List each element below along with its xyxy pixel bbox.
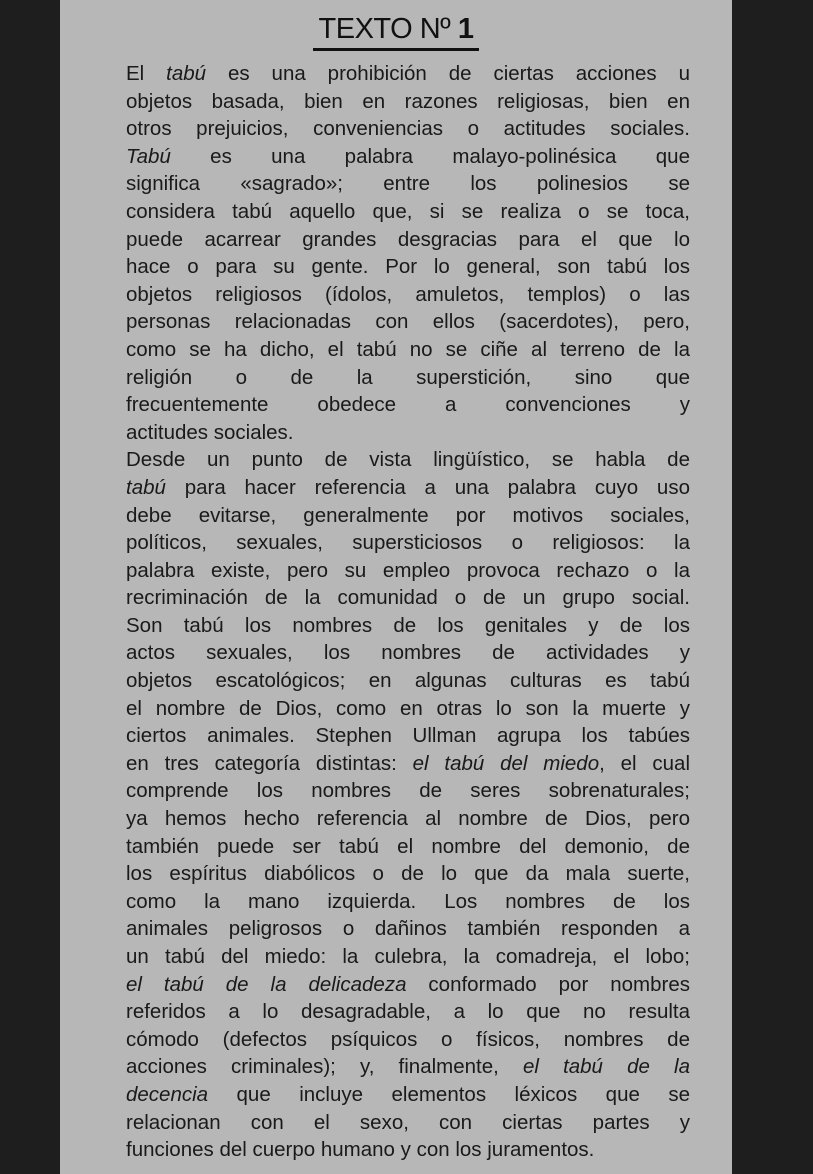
- text-line: personas relacionadas con ellos (sacerdotes), pero,: [126, 310, 690, 334]
- text-line: el nombre de Dios, como en otras lo son la muerte y: [126, 696, 690, 720]
- text-line: actos sexuales, los nombres de actividades y: [126, 641, 690, 665]
- text-line: otros prejuicios, conveniencias o actitudes sociales.: [126, 117, 690, 141]
- text-line: relacionan con el sexo, con ciertas partes y: [126, 1110, 690, 1134]
- text-line: palabra existe, pero su empleo provoca rechazo o la: [126, 558, 690, 582]
- text-line: puede acarrear grandes desgracias para el que lo: [126, 227, 690, 251]
- text-line: decencia que incluye elementos léxicos que se: [126, 1082, 690, 1106]
- title-number: 1: [457, 13, 474, 45]
- text-line: el tabú de la delicadeza conformado por nombres: [126, 972, 690, 996]
- text-line: en tres categoría distintas: el tabú del miedo, el cual: [126, 751, 690, 775]
- text-line: Desde un punto de vista lingüístico, se habla de: [126, 448, 690, 472]
- text-line: Son tabú los nombres de los genitales y de los: [126, 613, 690, 637]
- body-text: [126, 60, 690, 1164]
- text-line: recriminación de la comunidad o de un grupo social.: [126, 586, 690, 610]
- text-line: Tabú es una palabra malayo-polinésica que: [126, 144, 690, 168]
- text-line: objetos basada, bien en razones religiosas, bien en: [126, 89, 690, 113]
- text-line: frecuentemente obedece a convenciones y: [126, 393, 690, 417]
- text-line: actitudes sociales.: [126, 420, 294, 444]
- text-line: ciertos animales. Stephen Ullman agrupa los tabúes: [126, 724, 690, 748]
- text-line: religión o de la superstición, sino que: [126, 365, 690, 389]
- text-line: los espíritus diabólicos o de lo que da mala suerte,: [126, 862, 690, 886]
- text-line: animales peligrosos o dañinos también responden a: [126, 917, 690, 941]
- text-line: comprende los nombres de seres sobrenaturales;: [126, 779, 690, 803]
- text-line: significa «sagrado»; entre los polinesios se: [126, 172, 690, 196]
- title-wrap: [60, 12, 732, 51]
- text-line: referidos a lo desagradable, a lo que no resulta: [126, 1000, 690, 1024]
- text-line: El tabú es una prohibición de ciertas acciones u: [126, 62, 690, 85]
- text-line: políticos, sexuales, supersticiosos o religiosos: la: [126, 531, 690, 555]
- text-line: como la mano izquierda. Los nombres de los: [126, 889, 690, 913]
- text-line: también puede ser tabú el nombre del demonio, de: [126, 834, 690, 858]
- text-line: como se ha dicho, el tabú no se ciñe al terreno de la: [126, 337, 690, 361]
- text-line: ya hemos hecho referencia al nombre de Dios, pero: [126, 807, 690, 831]
- text-line: debe evitarse, generalmente por motivos sociales,: [126, 503, 690, 527]
- text-line: objetos religiosos (ídolos, amuletos, templos) o las: [126, 282, 690, 306]
- text-line: considera tabú aquello que, si se realiza o se toca,: [126, 199, 690, 223]
- page-title: [313, 12, 480, 51]
- text-line: objetos escatológicos; en algunas culturas es tabú: [126, 669, 690, 693]
- text-line: hace o para su gente. Por lo general, son tabú los: [126, 255, 690, 279]
- text-line: acciones criminales); y, finalmente, el tabú de la: [126, 1055, 690, 1079]
- text-line: tabú para hacer referencia a una palabra cuyo uso: [126, 475, 690, 499]
- document-page: [60, 0, 732, 1174]
- title-text: TEXTO Nº: [318, 13, 451, 45]
- text-line: funciones del cuerpo humano y con los juramentos.: [126, 1138, 595, 1162]
- text-line: un tabú del miedo: la culebra, la comadreja, el lobo;: [126, 945, 690, 968]
- text-line: cómodo (defectos psíquicos o físicos, nombres de: [126, 1027, 690, 1051]
